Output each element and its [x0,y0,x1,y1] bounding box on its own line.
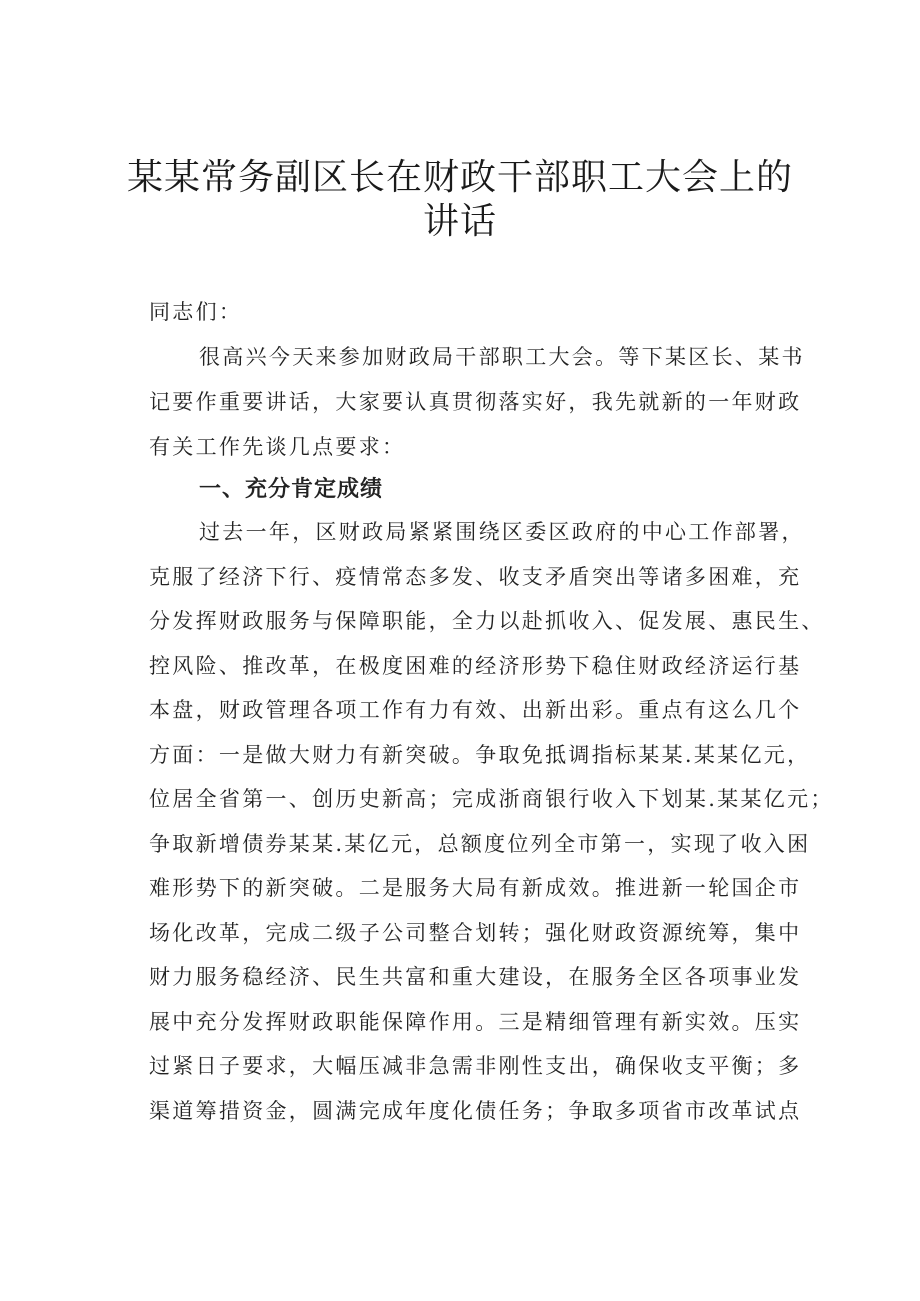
paragraph-line: 控风险、推改革，在极度困难的经济形势下稳住财政经济运行基 [149,654,802,678]
paragraph-line: 很高兴今天来参加财政局干部职工大会。等下某区长、某书 [199,345,805,369]
document-title-line1: 某某常务副区长在财政干部职工大会上的 [126,157,793,198]
paragraph-line: 位居全省第一、创历史新高；完成浙商银行收入下划某.某某亿元； [149,787,834,811]
salutation: 同志们： [149,300,243,324]
paragraph-line: 展中充分发挥财政职能保障作用。三是精细管理有新实效。压实 [149,1010,802,1034]
paragraph-line: 有关工作先谈几点要求： [149,435,406,459]
paragraph-line: 记要作重要讲话，大家要认真贯彻落实好，我先就新的一年财政 [149,390,802,414]
section-heading: 一、充分肯定成绩 [199,477,384,502]
paragraph-line: 难形势下的新突破。二是服务大局有新成效。推进新一轮国企市 [149,876,802,900]
paragraph-line: 场化改革，完成二级子公司整合划转；强化财政资源统筹，集中 [149,921,802,945]
paragraph-line: 方面：一是做大财力有新突破。争取免抵调指标某某.某某亿元， [149,743,811,767]
paragraph-line: 分发挥财政服务与保障职能，全力以赴抓收入、促发展、惠民生、 [149,609,825,633]
paragraph-line: 克服了经济下行、疫情常态多发、收支矛盾突出等诸多困难，充 [149,565,802,589]
document-title-line2: 讲话 [422,201,497,242]
paragraph-line: 财力服务稳经济、民生共富和重大建设，在服务全区各项事业发 [149,965,802,989]
paragraph-line: 过去一年，区财政局紧紧围绕区委区政府的中心工作部署， [199,520,805,544]
paragraph-line: 渠道筹措资金，圆满完成年度化债任务；争取多项省市改革试点 [149,1099,802,1123]
paragraph-line: 过紧日子要求，大幅压减非急需非刚性支出，确保收支平衡；多 [149,1054,802,1078]
paragraph-line: 争取新增债券某某.某亿元，总额度位列全市第一，实现了收入困 [149,832,811,856]
paragraph-line: 本盘，财政管理各项工作有力有效、出新出彩。重点有这么几个 [149,698,802,722]
